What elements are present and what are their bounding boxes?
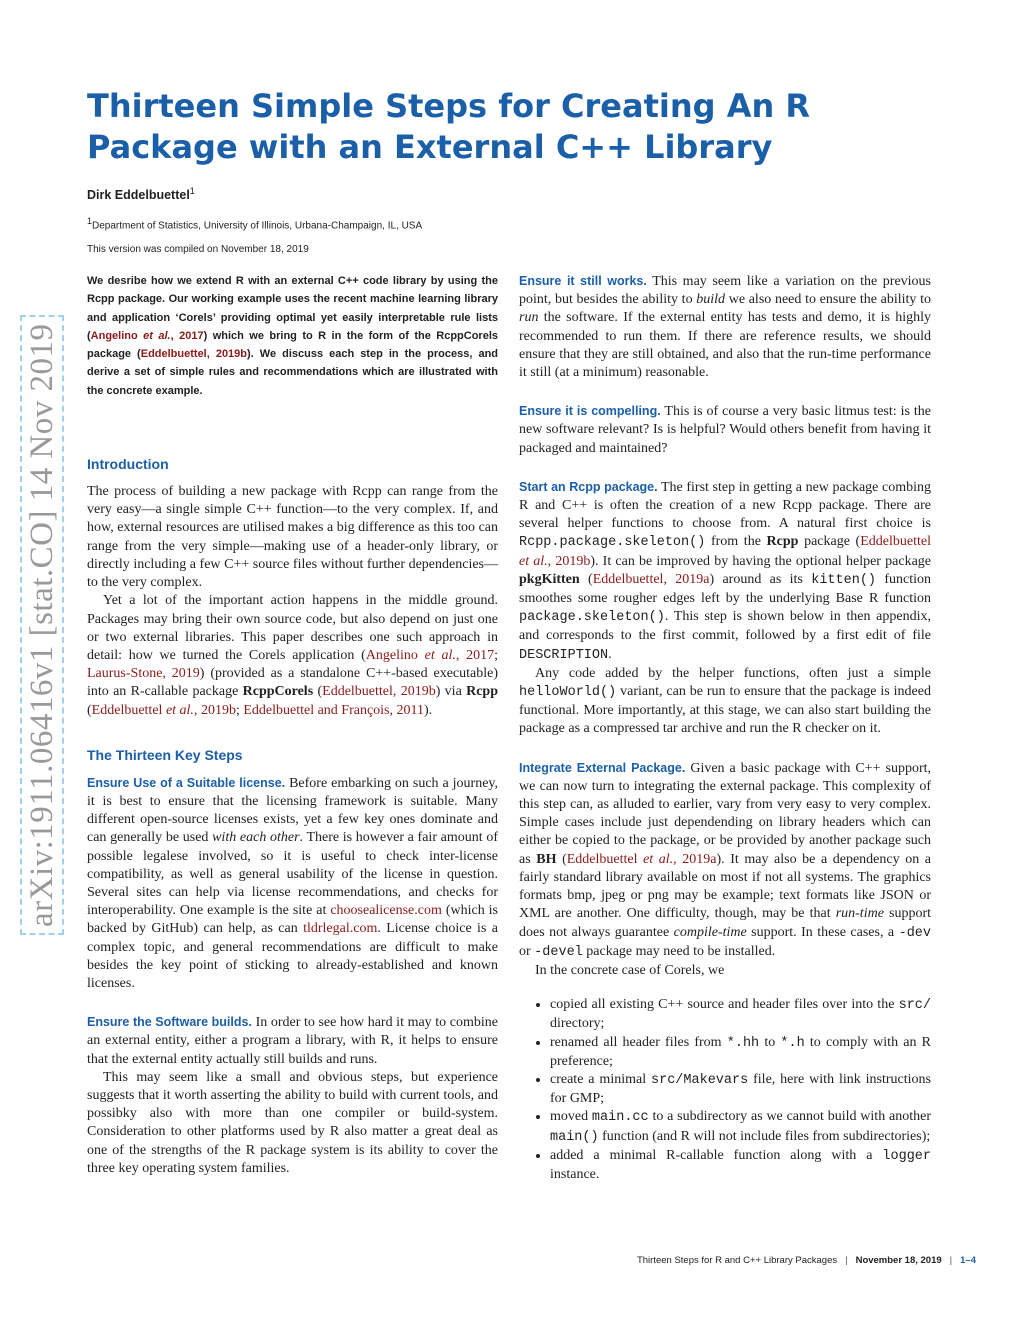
intro-paragraph-1: The process of building a new package with Rcpp can range from the very easy—a single simple C++ function—to the very complex. If, and how, external resources are utilised makes a big difference as this too can range from the very simple—making use of a header-only library, or directly including a few C++ source files without further dependencies—to the very complex. — [87, 484, 498, 591]
step-license: Ensure Use of a Suitable license. Before embarking on such a journey, it is best to ensure that the licensing framework is suitable. Many different open-source licenses exists, yet a few key ones dominate and can generally be used with each other. There is however a fair amount of possible legalese involved, so it is useful to check inter-license compatibility, as well as general usability of the license in question. Several sites can help via license recommendations, and checks for interoperability. One example is the site at choosealicense.com (which is backed by GitHub) can help, as can tldrlegal.com. License choice is a complex topic, and general recommendations are difficult to make besides the key point of sticking to already-established and known licenses. — [87, 775, 498, 991]
step-works-lead: Ensure it still works. — [519, 274, 647, 288]
citation-eddelbuettel-2019b[interactable]: Eddelbuettel, 2019b — [322, 684, 436, 700]
footer-running-title: Thirteen Steps for R and C++ Library Packages — [636, 1255, 838, 1266]
link-tldrlegal[interactable]: tldrlegal.com — [303, 921, 378, 937]
list-item: • renamed all header files from *.hh to *.h to comply with an R preference; — [550, 1034, 931, 1071]
list-item: • create a minimal src/Makevars file, here with link instructions for GMP; — [550, 1071, 931, 1108]
list-item: • moved main.cc to a subdirectory as we cannot build with another main() function (and R will not include files from subdirectories); — [550, 1108, 931, 1146]
right-column — [519, 272, 931, 1184]
citation-laurus-stone[interactable]: Laurus-Stone, 2019 — [87, 666, 200, 682]
step-rcpp-paragraph-2: Any code added by the helper functions, often just a simple helloWorld() variant, can be run to ensure that the package is indeed functional. More importantly, at this stage, we can also start building the package as a compressed tar archive and run the R checker on it. — [519, 665, 931, 737]
package-rcppcorels: RcppCorels — [242, 684, 314, 700]
step-works: Ensure it still works. This may seem like a variation on the previous point, but besides the ability to build we also need to ensure the ability to run the software. If the external entity has tests and demo, it is highly recommended to run them. If there are reference results, we should ensure that they are still obtained, and also that the run-time performance it still (at a minimum) reasonable. — [519, 274, 931, 381]
affiliation — [87, 216, 422, 231]
step-license-lead: Ensure Use of a Suitable license. — [87, 775, 286, 790]
abstract-text: ) which we bring to R in the form of the RcppCorels package ( — [87, 329, 498, 361]
step-rcpp-package: Start an Rcpp package. The first step in getting a new package combing R and C++ is often the creation of a new Rcpp package. There are several helper functions to choose from. A natural first choice is Rcpp.package.skeleton() from the Rcpp package (Eddelbuettel et al., 2019b). It can be improved by having the optional helper package pkgKitten (Eddelbuettel, 2019a) around as its kitten() function smoothes some rougher edges left by the underlying Base R function package.skeleton(). This step is shown below in then appendix, and corresponds to the first commit, followed by a first edit of file DESCRIPTION. — [519, 479, 932, 663]
step-compelling: Ensure it is compelling. This is of course a very basic litmus test: is the new software relevant? Is is helpful? Would others benefit from having it packaged and maintained? — [519, 404, 932, 456]
footer-page-number: 1–4 — [960, 1255, 976, 1266]
section-heading-key-steps: The Thirteen Key Steps — [87, 746, 243, 763]
left-column — [87, 272, 498, 1178]
version-note: This version was compiled on November 18, 2019 — [87, 244, 309, 255]
author — [87, 186, 195, 202]
abstract-citation-angelino[interactable]: Angelino et al., 2017 — [90, 329, 204, 342]
corels-steps-list — [519, 996, 931, 1184]
citation-eddelbuettel-2019a[interactable]: Eddelbuettel, 2019a — [592, 571, 710, 587]
abstract-text: ). We discuss each step in the process, and derive a set of simple rules and recommendations which are illustrated with the concrete example. — [87, 348, 499, 397]
citation-eddelbuettel-etal-2019a[interactable]: Eddelbuettel et al., 2019a — [566, 851, 717, 867]
footer-date: November 18, 2019 — [855, 1255, 942, 1266]
author-sup: 1 — [189, 186, 195, 196]
citation-eddelbuettel-etal[interactable]: Eddelbuettel et al., 2019b — [91, 702, 236, 718]
affiliation-text: Department of Statistics, University of Illinois, Urbana-Champaign, IL, USA — [92, 220, 423, 232]
abstract-text: We desribe how we extend R with an external C++ code library by using the Rcpp package. Our working example uses the recent machine learning library and application ‘Corels’ providing optimal yet easily interpretable rule lists ( — [87, 275, 498, 342]
link-choosealicense[interactable]: choosealicense.com — [330, 903, 442, 919]
page-footer — [637, 1255, 976, 1266]
citation-eddelbuettel-francois[interactable]: Eddelbuettel and François, 2011 — [243, 702, 424, 718]
paper-title: Thirteen Simple Steps for Creating An R Package with an External C++ Library — [87, 87, 811, 166]
step-builds-lead: Ensure the Software builds. — [87, 1015, 252, 1030]
arxiv-stamp: arXiv:1911.06416v1 [stat.CO] 14 Nov 2019 — [20, 315, 64, 935]
section-heading-introduction: Introduction — [87, 456, 169, 473]
footer-separator: | — [845, 1255, 848, 1266]
abstract-citation-eddelbuettel[interactable]: Eddelbuettel, 2019b — [140, 348, 248, 361]
author-name: Dirk Eddelbuettel — [87, 188, 190, 203]
list-item: • copied all existing C++ source and header files over into the src/ directory; — [550, 996, 931, 1033]
affiliation-sup: 1 — [87, 216, 93, 226]
step-rcpp-lead: Start an Rcpp package. — [519, 479, 658, 494]
list-item: • added a minimal R-callable function along with a logger instance. — [550, 1147, 931, 1184]
step-integrate-lead: Integrate External Package. — [519, 760, 686, 775]
citation-eddelbuettel-etal-2019b[interactable]: Eddelbuettel et al., 2019b — [519, 534, 931, 569]
step-compelling-lead: Ensure it is compelling. — [519, 404, 661, 419]
citation-angelino[interactable]: Angelino et al., 2017 — [365, 647, 495, 663]
step-builds: Ensure the Software builds. In order to see how hard it may to combine an external entity, either a program a library, with R, it helps to ensure that the external entity actually still builds and runs. — [87, 1015, 498, 1067]
step-integrate: Integrate External Package. Given a basic package with C++ support, we can now turn to integrating the external package. This complexity of this step can, as alluded to earlier, vary from very easy to very complex. Simple cases include just dependending on library headers which can either be copied to the package, or be provided by another package such as BH (Eddelbuettel et al., 2019a). It may also be a dependency on a fairly standard library available on most if not all systems. The graphics formats bmp, jpeg or png may be example; text formats like JSON or XML are another. One difficulty, though, may be that run-time support does not always guarantee compile-time support. In these cases, a -dev or -devel package may need to be installed. — [519, 760, 931, 960]
footer-separator: | — [949, 1255, 953, 1266]
package-rcpp: Rcpp — [466, 684, 498, 700]
abstract — [87, 272, 498, 400]
intro-paragraph-2: Yet a lot of the important action happens in the middle ground. Packages may bring their own source code, but also depend on just one or two external libraries. This paper describes one such approach in detail: how we turned the Corels application (Angelino et al., 2017; Laurus-Stone, 2019) (provided as a standalone C++-based executable) into an R-callable package RcppCorels (Eddelbuettel, 2019b) via Rcpp (Eddelbuettel et al., 2019b; Eddelbuettel and François, 2011). — [87, 593, 499, 718]
step-builds-paragraph-2: This may seem like a small and obvious steps, but experience suggests that it worth asserting the ability to build with current tools, and possibky also with more than one compiler or build-system. Consideration to other platforms used by R also matter a great deal as one of the strengths of the R package system is its ability to cover the three key operating system families. — [87, 1069, 498, 1176]
step-integrate-paragraph-2: In the concrete case of Corels, we — [535, 962, 725, 978]
